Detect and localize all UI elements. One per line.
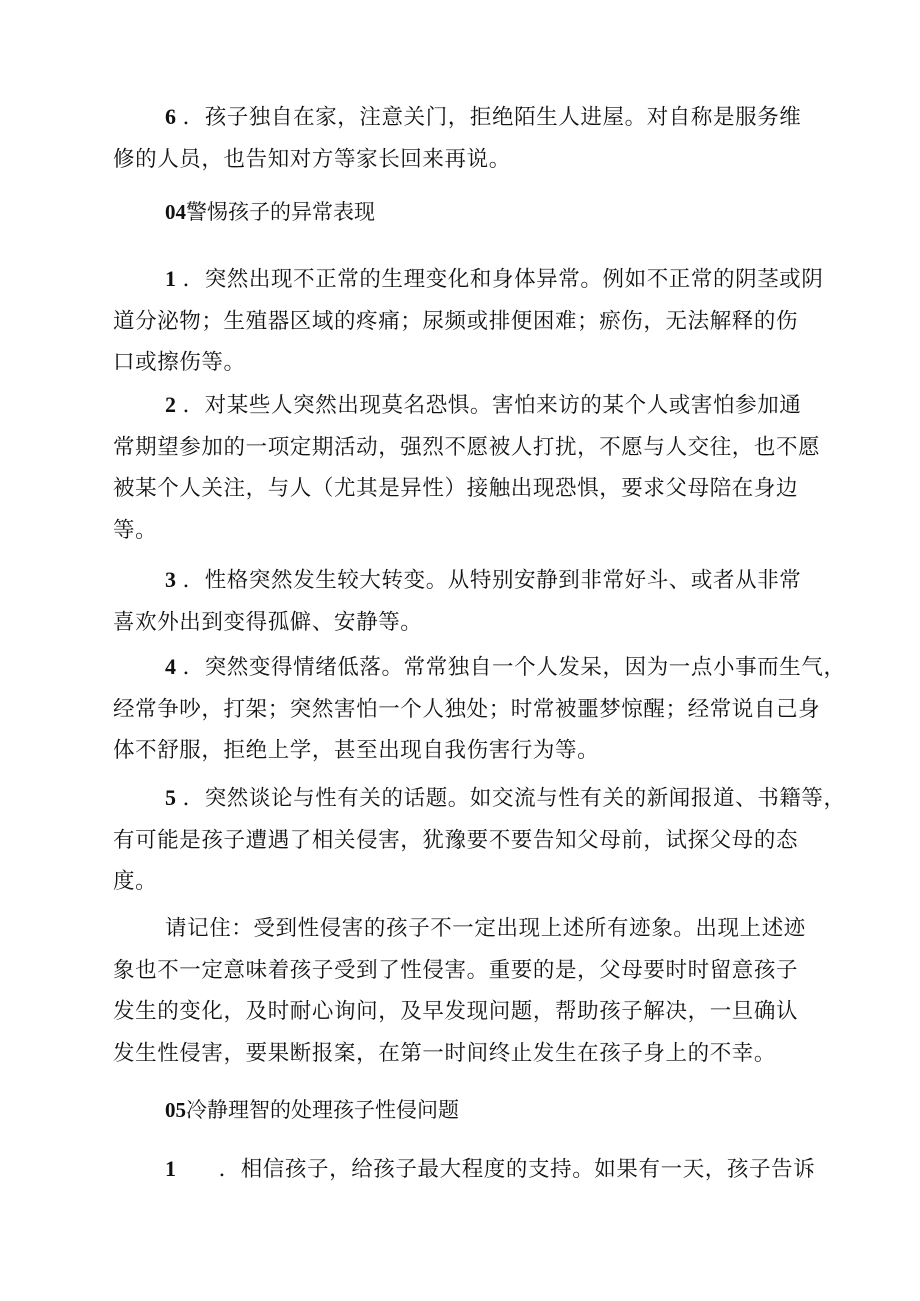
reminder-paragraph [113, 908, 829, 1074]
paragraph-line: 度。 [113, 869, 158, 894]
paragraph-line: 2 ．对某些人突然出现莫名恐惧。害怕来访的某个人或害怕参加通 [165, 392, 802, 418]
paragraph-line: 1 ．相信孩子，给孩子最大程度的支持。如果有一天，孩子告诉 [165, 1156, 816, 1182]
item-number: 4 [165, 654, 177, 679]
sign-4-paragraph [113, 646, 846, 772]
paragraph-line: 常期望参加的一项定期活动，强烈不愿被人打扰，不愿与人交往，也不愿 [113, 434, 821, 460]
paragraph-line: 道分泌物；生殖器区域的疼痛；尿频或排便困难；瘀伤，无法解释的伤 [113, 308, 799, 334]
item-number: 2 [165, 392, 177, 417]
paragraph-line: 口或擦伤等。 [113, 350, 246, 375]
paragraph-line: 发生的变化，及时耐心询问，及早发现问题，帮助孩子解决，一旦确认 [113, 999, 799, 1024]
section-title: 冷静理智的处理孩子性侵问题 [186, 1098, 459, 1122]
paragraph-line: 喜欢外出到变得孤僻、安静等。 [113, 609, 423, 635]
sign-5-paragraph [113, 777, 846, 903]
section-title: 警惕孩子的异常表现 [186, 200, 375, 224]
item-number: 1 [165, 1156, 177, 1181]
paragraph-line: 1 ．突然出现不正常的生理变化和身体异常。例如不正常的阴茎或阴 [165, 266, 824, 292]
section-number: 05 [165, 1098, 186, 1122]
item-number: 1 [165, 266, 177, 291]
paragraph-line: 请记住：受到性侵害的孩子不一定出现上述所有迹象。出现上述迹 [165, 916, 806, 941]
paragraph-line: 发生性侵害，要果断报案，在第一时间终止发生在孩子身上的不幸。 [113, 1040, 777, 1066]
paragraph-line: 5 ．突然谈论与性有关的话题。如交流与性有关的新闻报道、书籍等， [165, 785, 846, 811]
paragraph-line: 有可能是孩子遭遇了相关侵害，犹豫要不要告知父母前，试探父母的态 [113, 827, 799, 853]
section-heading-05 [165, 1095, 459, 1125]
paragraph-line: 体不舒服，拒绝上学，甚至出现自我伤害行为等。 [113, 738, 600, 763]
section-number: 04 [165, 200, 186, 224]
sign-1-paragraph [113, 258, 829, 384]
handling-1-paragraph [113, 1148, 829, 1191]
sign-2-paragraph [113, 384, 829, 551]
paragraph-line: 象也不一定意味着孩子受到了性侵害。重要的是，父母要时时留意孩子 [113, 957, 799, 983]
paragraph-line: 3 ．性格突然发生较大转变。从特别安静到非常好斗、或者从非常 [165, 567, 802, 593]
tip-6-paragraph [113, 96, 829, 180]
sign-3-paragraph [113, 559, 829, 643]
paragraph-line: 经常争吵，打架；突然害怕一个人独处；时常被噩梦惊醒；经常说自己身 [113, 696, 821, 722]
paragraph-line: 4 ．突然变得情绪低落。常常独自一个人发呆，因为一点小事而生气， [165, 654, 846, 680]
paragraph-line: 等。 [113, 517, 158, 543]
section-heading-04 [165, 197, 375, 227]
item-number: 5 [165, 785, 177, 810]
paragraph-line: 修的人员，也告知对方等家长回来再说。 [113, 146, 511, 172]
paragraph-line: 被某个人关注，与人（尤其是异性）接触出现恐惧，要求父母陪在身边 [113, 476, 799, 501]
paragraph-line: 6 ．孩子独自在家，注意关门，拒绝陌生人进屋。对自称是服务维 [165, 104, 802, 130]
item-number: 3 [165, 567, 177, 592]
item-number: 6 [165, 104, 177, 129]
